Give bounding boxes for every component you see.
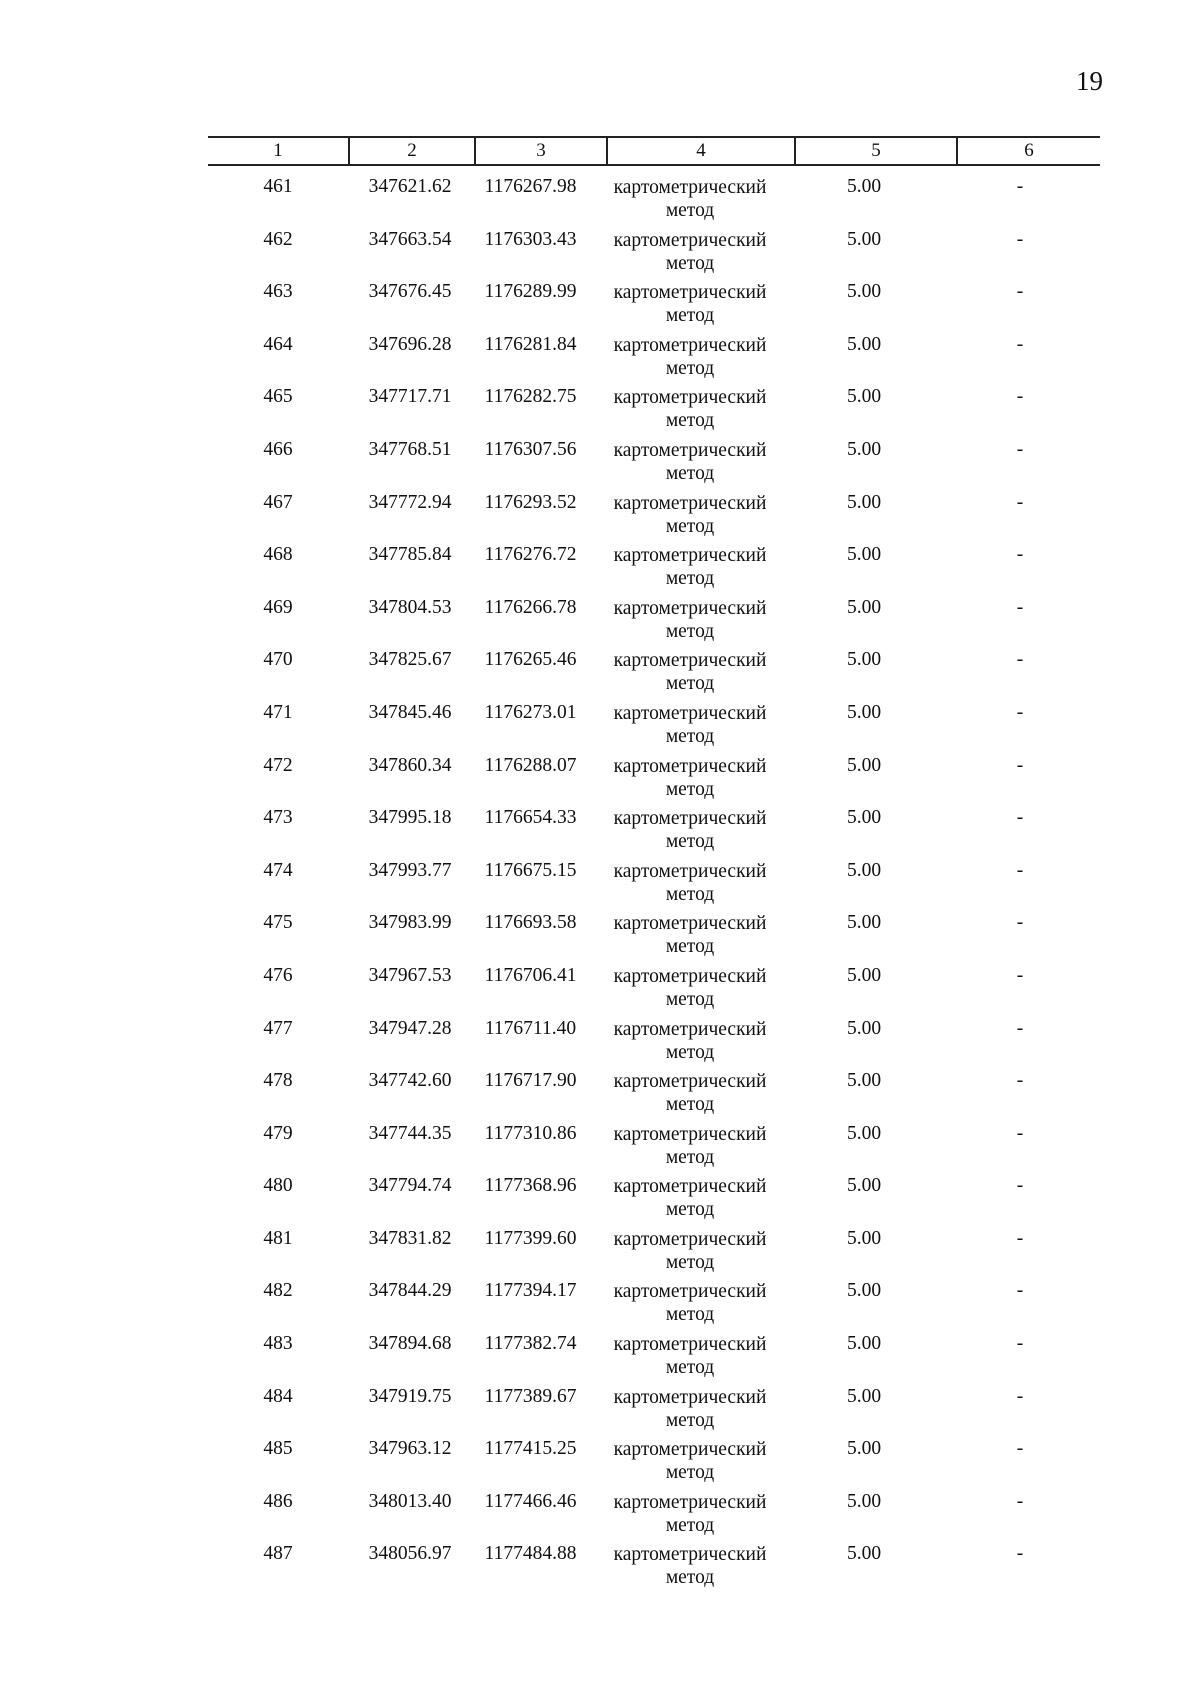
note-cell: - — [1016, 859, 1024, 881]
method-cell: картометрический метод — [613, 1123, 767, 1168]
coordinate-y: 1176293.52 — [484, 491, 577, 513]
coordinate-y: 1177368.96 — [484, 1175, 577, 1197]
coordinate-y: 1176675.15 — [484, 859, 577, 881]
accuracy-cell: 5.00 — [846, 544, 882, 566]
accuracy-cell: 5.00 — [846, 1122, 882, 1144]
table-row — [0, 488, 1200, 541]
note-cell: - — [1016, 807, 1024, 829]
point-number: 481 — [263, 1227, 293, 1249]
coordinate-y: 1176281.84 — [484, 333, 577, 355]
table-row — [0, 1014, 1200, 1067]
table-row — [0, 698, 1200, 751]
note-cell: - — [1016, 596, 1024, 618]
coordinate-x: 347894.68 — [368, 1333, 452, 1355]
column-header-5: 5 — [871, 140, 881, 161]
point-number: 477 — [263, 1017, 293, 1039]
note-cell: - — [1016, 649, 1024, 671]
point-number: 485 — [263, 1438, 293, 1460]
note-cell: - — [1016, 1070, 1024, 1092]
coordinate-y: 1176265.46 — [484, 649, 577, 671]
method-cell: картометрический метод — [613, 755, 767, 800]
point-number: 487 — [263, 1543, 293, 1565]
column-header-1: 1 — [273, 140, 283, 161]
table-row — [0, 908, 1200, 961]
table-row — [0, 1276, 1200, 1329]
point-number: 471 — [263, 701, 293, 723]
method-cell: картометрический метод — [613, 650, 767, 695]
coordinate-y: 1176706.41 — [484, 964, 577, 986]
coordinate-x: 347717.71 — [368, 386, 452, 408]
point-number: 486 — [263, 1490, 293, 1512]
coordinate-x: 347768.51 — [368, 438, 452, 460]
accuracy-cell: 5.00 — [846, 176, 882, 197]
point-number: 476 — [263, 964, 293, 986]
note-cell: - — [1016, 701, 1024, 723]
coordinate-y: 1177415.25 — [484, 1438, 577, 1460]
accuracy-cell: 5.00 — [846, 1175, 882, 1197]
method-cell: картометрический метод — [613, 177, 767, 221]
note-cell: - — [1016, 964, 1024, 986]
method-cell: картометрический метод — [613, 913, 767, 958]
accuracy-cell: 5.00 — [846, 1017, 882, 1039]
table-row — [0, 1171, 1200, 1224]
point-number: 468 — [263, 544, 293, 566]
coordinate-y: 1176654.33 — [484, 807, 577, 829]
note-cell: - — [1016, 1490, 1024, 1512]
point-number: 465 — [263, 386, 293, 408]
method-cell: картометрический метод — [613, 229, 767, 274]
note-cell: - — [1016, 176, 1024, 197]
note-cell: - — [1016, 281, 1024, 303]
coordinate-y: 1177466.46 — [484, 1490, 577, 1512]
table-row — [0, 225, 1200, 278]
table-row — [0, 330, 1200, 383]
table-row — [0, 1382, 1200, 1435]
table-row — [0, 593, 1200, 646]
coordinate-x: 347995.18 — [368, 807, 452, 829]
coordinate-y: 1177394.17 — [484, 1280, 577, 1302]
point-number: 479 — [263, 1122, 293, 1144]
method-cell: картометрический метод — [613, 1544, 767, 1589]
coordinate-x: 347844.29 — [368, 1280, 452, 1302]
table-row — [0, 1066, 1200, 1119]
method-cell: картометрический метод — [613, 1018, 767, 1063]
point-number: 466 — [263, 438, 293, 460]
coordinate-x: 347919.75 — [368, 1385, 452, 1407]
note-cell: - — [1016, 1280, 1024, 1302]
coordinate-y: 1176717.90 — [484, 1070, 577, 1092]
method-cell: картометрический метод — [613, 860, 767, 905]
table-row — [0, 277, 1200, 330]
note-cell: - — [1016, 1122, 1024, 1144]
table-row — [0, 1539, 1200, 1592]
accuracy-cell: 5.00 — [846, 807, 882, 829]
coordinate-y: 1176282.75 — [484, 386, 577, 408]
point-number: 478 — [263, 1070, 293, 1092]
accuracy-cell: 5.00 — [846, 1227, 882, 1249]
method-cell: картометрический метод — [613, 702, 767, 747]
note-cell: - — [1016, 386, 1024, 408]
point-number: 472 — [263, 754, 293, 776]
coordinate-y: 1176288.07 — [484, 754, 577, 776]
method-cell: картометрический метод — [613, 965, 767, 1010]
coordinate-x: 347993.77 — [368, 859, 452, 881]
method-cell: картометрический метод — [613, 334, 767, 379]
method-cell: картометрический метод — [613, 597, 767, 642]
accuracy-cell: 5.00 — [846, 1543, 882, 1565]
point-number: 484 — [263, 1385, 293, 1407]
table-row — [0, 856, 1200, 909]
coordinate-x: 347742.60 — [368, 1070, 452, 1092]
table-row — [0, 1119, 1200, 1172]
method-cell: картометрический метод — [613, 1439, 767, 1484]
point-number: 461 — [263, 176, 293, 197]
note-cell: - — [1016, 1227, 1024, 1249]
accuracy-cell: 5.00 — [846, 701, 882, 723]
point-number: 467 — [263, 491, 293, 513]
accuracy-cell: 5.00 — [846, 649, 882, 671]
note-cell: - — [1016, 754, 1024, 776]
coordinate-y: 1176276.72 — [484, 544, 577, 566]
method-cell: картометрический метод — [613, 1491, 767, 1536]
coordinate-x: 347825.67 — [368, 649, 452, 671]
point-number: 480 — [263, 1175, 293, 1197]
coordinate-x: 347772.94 — [368, 491, 452, 513]
coordinate-x: 347860.34 — [368, 754, 452, 776]
coordinate-y: 1176267.98 — [484, 176, 577, 197]
note-cell: - — [1016, 1333, 1024, 1355]
point-number: 475 — [263, 912, 293, 934]
note-cell: - — [1016, 1438, 1024, 1460]
coordinate-x: 347676.45 — [368, 281, 452, 303]
table-row — [0, 382, 1200, 435]
coordinate-x: 347804.53 — [368, 596, 452, 618]
note-cell: - — [1016, 491, 1024, 513]
table-row — [0, 540, 1200, 593]
note-cell: - — [1016, 1543, 1024, 1565]
table-row — [0, 1487, 1200, 1540]
accuracy-cell: 5.00 — [846, 964, 882, 986]
page-number: 19 — [1076, 66, 1103, 96]
note-cell: - — [1016, 1175, 1024, 1197]
coordinate-x: 347967.53 — [368, 964, 452, 986]
accuracy-cell: 5.00 — [846, 228, 882, 250]
note-cell: - — [1016, 438, 1024, 460]
table-row — [0, 751, 1200, 804]
note-cell: - — [1016, 1017, 1024, 1039]
table-row — [0, 1329, 1200, 1382]
method-cell: картометрический метод — [613, 808, 767, 853]
coordinate-x: 347744.35 — [368, 1122, 452, 1144]
table-row — [0, 1434, 1200, 1487]
accuracy-cell: 5.00 — [846, 1280, 882, 1302]
accuracy-cell: 5.00 — [846, 754, 882, 776]
point-number: 482 — [263, 1280, 293, 1302]
coordinate-x: 347963.12 — [368, 1438, 452, 1460]
coordinate-y: 1176273.01 — [484, 701, 577, 723]
accuracy-cell: 5.00 — [846, 281, 882, 303]
coordinate-x: 347947.28 — [368, 1017, 452, 1039]
accuracy-cell: 5.00 — [846, 386, 882, 408]
note-cell: - — [1016, 1385, 1024, 1407]
table-row — [0, 803, 1200, 856]
method-cell: картометрический метод — [613, 1228, 767, 1273]
note-cell: - — [1016, 544, 1024, 566]
coordinate-x: 347696.28 — [368, 333, 452, 355]
point-number: 470 — [263, 649, 293, 671]
coordinate-x: 347845.46 — [368, 701, 452, 723]
accuracy-cell: 5.00 — [846, 1333, 882, 1355]
coordinate-y: 1176289.99 — [484, 281, 577, 303]
method-cell: картометрический метод — [613, 439, 767, 484]
table-row — [0, 1224, 1200, 1277]
coordinate-y: 1177310.86 — [484, 1122, 577, 1144]
table-header — [208, 136, 1100, 166]
table-row — [0, 435, 1200, 488]
point-number: 464 — [263, 333, 293, 355]
point-number: 483 — [263, 1333, 293, 1355]
coordinate-y: 1176711.40 — [484, 1017, 577, 1039]
point-number: 469 — [263, 596, 293, 618]
method-cell: картометрический метод — [613, 1386, 767, 1431]
coordinate-x: 347785.84 — [368, 544, 452, 566]
method-cell: картометрический метод — [613, 545, 767, 590]
accuracy-cell: 5.00 — [846, 1490, 882, 1512]
method-cell: картометрический метод — [613, 387, 767, 432]
accuracy-cell: 5.00 — [846, 1385, 882, 1407]
coordinate-x: 347831.82 — [368, 1227, 452, 1249]
table-row — [0, 172, 1200, 225]
accuracy-cell: 5.00 — [846, 1070, 882, 1092]
accuracy-cell: 5.00 — [846, 596, 882, 618]
table-row — [0, 645, 1200, 698]
accuracy-cell: 5.00 — [846, 859, 882, 881]
coordinate-y: 1177399.60 — [484, 1227, 577, 1249]
column-header-4: 4 — [696, 140, 706, 161]
coordinate-y: 1177484.88 — [484, 1543, 577, 1565]
point-number: 474 — [263, 859, 293, 881]
point-number: 462 — [263, 228, 293, 250]
coordinate-y: 1177382.74 — [484, 1333, 577, 1355]
coordinate-x: 347663.54 — [368, 228, 452, 250]
point-number: 463 — [263, 281, 293, 303]
method-cell: картометрический метод — [613, 1334, 767, 1379]
accuracy-cell: 5.00 — [846, 491, 882, 513]
accuracy-cell: 5.00 — [846, 333, 882, 355]
coordinate-y: 1177389.67 — [484, 1385, 577, 1407]
coordinate-y: 1176266.78 — [484, 596, 577, 618]
accuracy-cell: 5.00 — [846, 1438, 882, 1460]
method-cell: картометрический метод — [613, 1176, 767, 1221]
coordinate-x: 348056.97 — [368, 1543, 452, 1565]
method-cell: картометрический метод — [613, 1281, 767, 1326]
coordinate-x: 348013.40 — [368, 1490, 452, 1512]
point-number: 473 — [263, 807, 293, 829]
method-cell: картометрический метод — [613, 492, 767, 537]
note-cell: - — [1016, 912, 1024, 934]
note-cell: - — [1016, 333, 1024, 355]
table-body — [0, 172, 1200, 1592]
coordinate-x: 347983.99 — [368, 912, 452, 934]
method-cell: картометрический метод — [613, 282, 767, 327]
column-header-3: 3 — [536, 140, 546, 161]
accuracy-cell: 5.00 — [846, 438, 882, 460]
coordinate-y: 1176303.43 — [484, 228, 577, 250]
method-cell: картометрический метод — [613, 1071, 767, 1116]
column-header-2: 2 — [407, 140, 417, 161]
table-row — [0, 961, 1200, 1014]
column-header-6: 6 — [1024, 140, 1034, 161]
coordinate-y: 1176693.58 — [484, 912, 577, 934]
accuracy-cell: 5.00 — [846, 912, 882, 934]
coordinate-x: 347621.62 — [368, 176, 452, 197]
note-cell: - — [1016, 228, 1024, 250]
coordinate-x: 347794.74 — [368, 1175, 452, 1197]
coordinate-y: 1176307.56 — [484, 438, 577, 460]
